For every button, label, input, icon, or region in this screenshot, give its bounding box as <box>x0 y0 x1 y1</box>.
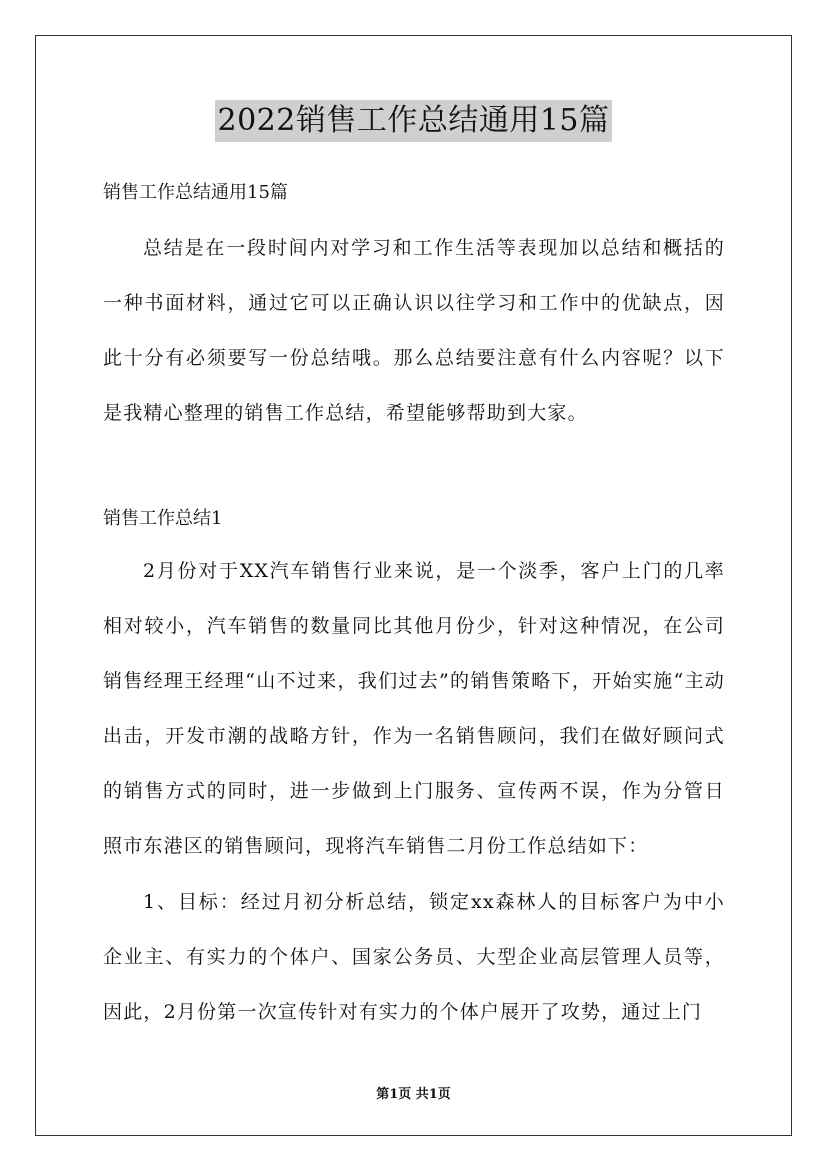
body-paragraph: 2月份对于XX汽车销售行业来说，是一个淡季，客户上门的几率相对较小，汽车销售的数量同比其他月份少，针对这种情况，在公司销售经理王经理“山不过来，我们过去”的销售策略下，开始实施“主动出击，开发市潮的战略方针，作为一名销售顾问，我们在做好顾问式的销售方式的同时，进一步做到上门服务、宣传两不误，作为分管日照市东港区的销售顾问，现将汽车销售二月份工作总结如下： <box>103 560 725 857</box>
document-title: 2022销售工作总结通用15篇 <box>215 100 611 142</box>
body-paragraph: 1、目标：经过月初分析总结，锁定xx森林人的目标客户为中小企业主、有实力的个体户、国家公务员、大型企业高层管理人员等，因此，2月份第一次宣传针对有实力的个体户展开了攻势，通过上门 <box>103 891 725 1023</box>
page-footer: 第1页 共1页 <box>376 1087 451 1102</box>
section-heading: 销售工作总结1 <box>103 508 223 529</box>
intro-paragraph: 总结是在一段时间内对学习和工作生活等表现加以总结和概括的一种书面材料，通过它可以正确认识以往学习和工作中的优缺点，因此十分有必须要写一份总结哦。那么总结要注意有什么内容呢？以下是我精心整理的销售工作总结，希望能够帮助到大家。 <box>103 237 725 424</box>
title-container <box>0 100 827 142</box>
document-subtitle: 销售工作总结通用15篇 <box>103 182 288 203</box>
